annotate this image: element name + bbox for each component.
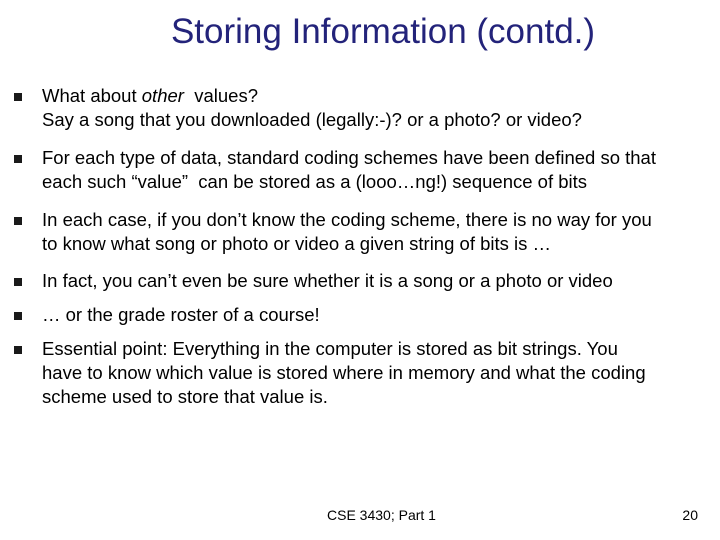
square-bullet-icon bbox=[14, 155, 22, 163]
square-bullet-icon bbox=[14, 346, 22, 354]
bullet-item bbox=[14, 269, 714, 293]
square-bullet-icon bbox=[14, 93, 22, 101]
bullet-line: In each case, if you don’t know the coding scheme, there is no way for you bbox=[42, 209, 652, 230]
bullet-line: Essential point: Everything in the computer is stored as bit strings. You bbox=[42, 338, 618, 359]
bullet-line: have to know which value is stored where in memory and what the coding bbox=[42, 362, 646, 383]
bullet-line: In fact, you can’t even be sure whether it is a song or a photo or video bbox=[42, 270, 613, 291]
bullet-line: … or the grade roster of a course! bbox=[42, 304, 320, 325]
footer-course: CSE 3430; Part 1 bbox=[327, 507, 436, 523]
square-bullet-icon bbox=[14, 278, 22, 286]
bullet-line bbox=[42, 84, 714, 108]
bullet-item bbox=[14, 337, 714, 409]
bullet-item bbox=[14, 84, 714, 132]
bullet-line: each such “value” can be stored as a (looo…ng!) sequence of bits bbox=[42, 171, 588, 192]
bullet-item bbox=[14, 208, 714, 256]
bullet-emphasis: other bbox=[141, 85, 184, 106]
bullet-line: For each type of data, standard coding schemes have been defined so that bbox=[42, 147, 656, 168]
bullet-text: values? bbox=[183, 85, 258, 106]
bullet-list bbox=[14, 84, 714, 409]
bullet-text: What about bbox=[42, 85, 142, 106]
bullet-line: scheme used to store that value is. bbox=[42, 386, 328, 407]
square-bullet-icon bbox=[14, 312, 22, 320]
slide-title: Storing Information (contd.) bbox=[170, 12, 596, 51]
bullet-item bbox=[14, 146, 714, 194]
bullet-line: to know what song or photo or video a given string of bits is … bbox=[42, 233, 552, 254]
bullet-line: Say a song that you downloaded (legally:-)? or a photo? or video? bbox=[42, 109, 582, 130]
square-bullet-icon bbox=[14, 217, 22, 225]
page-number: 20 bbox=[682, 507, 698, 523]
bullet-item bbox=[14, 303, 714, 327]
